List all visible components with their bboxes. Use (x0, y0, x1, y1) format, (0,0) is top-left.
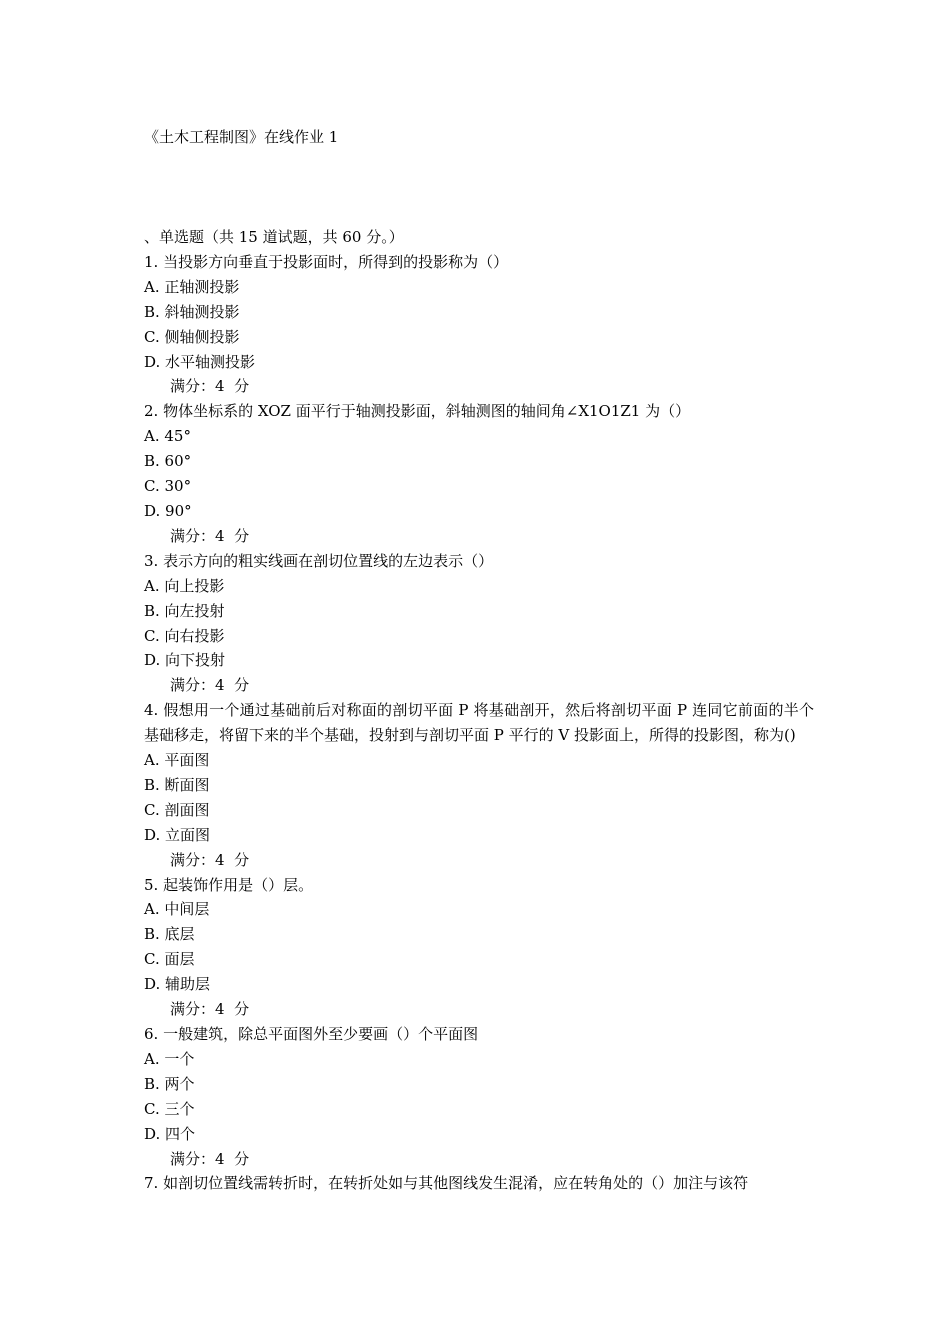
option-a: A. 中间层 (144, 900, 210, 919)
option-a: A. 45° (144, 427, 191, 446)
question-stem: 7. 如剖切位置线需转折时，在转折处如与其他图线发生混淆，应在转角处的（）加注与该符 (144, 1174, 749, 1193)
option-c: C. 面层 (144, 950, 195, 969)
question-stem: 1. 当投影方向垂直于投影面时，所得到的投影称为（） (144, 252, 509, 271)
question-6 (144, 1022, 814, 1171)
question-7 (144, 1171, 814, 1196)
question-1 (144, 250, 814, 399)
question-stem: 5. 起装饰作用是（）层。 (144, 875, 314, 894)
question-score: 满分：4 分 (170, 526, 250, 545)
question-score: 满分：4 分 (170, 850, 250, 869)
option-a: A. 正轴测投影 (144, 277, 240, 296)
option-a: A. 平面图 (144, 751, 210, 770)
option-d: D. 90° (144, 501, 192, 520)
question-5 (144, 873, 814, 1022)
section-header: 、单选题（共 15 道试题，共 60 分。） (144, 228, 404, 246)
option-c: C. 三个 (144, 1099, 195, 1118)
question-3 (144, 549, 814, 698)
question-stem: 3. 表示方向的粗实线画在剖切位置线的左边表示（） (144, 551, 494, 570)
document-body (144, 225, 814, 1196)
option-a: A. 一个 (144, 1049, 195, 1068)
option-c: C. 30° (144, 477, 192, 496)
option-c: C. 侧轴侧投影 (144, 327, 240, 346)
option-d: D. 辅助层 (144, 975, 211, 994)
question-2 (144, 399, 814, 548)
option-b: B. 两个 (144, 1074, 195, 1093)
option-b: B. 斜轴测投影 (144, 302, 240, 321)
option-c: C. 向右投影 (144, 626, 225, 645)
option-d: D. 四个 (144, 1124, 196, 1143)
option-b: B. 60° (144, 452, 192, 471)
question-stem: 6. 一般建筑，除总平面图外至少要画（）个平面图 (144, 1025, 479, 1043)
option-b: B. 断面图 (144, 775, 210, 794)
option-b: B. 向左投射 (144, 601, 225, 620)
question-score: 满分：4 分 (170, 1149, 250, 1168)
option-d: D. 立面图 (144, 825, 211, 844)
option-d: D. 向下投射 (144, 651, 226, 670)
option-b: B. 底层 (144, 925, 195, 944)
document-title: 《土木工程制图》在线作业 1 (144, 128, 339, 146)
question-stem: 2. 物体坐标系的 XOZ 面平行于轴测投影面，斜轴测图的轴间角∠X1O1Z1 为（） (144, 402, 691, 421)
option-a: A. 向上投影 (144, 576, 225, 595)
question-4 (144, 698, 814, 872)
question-stem: 4. 假想用一个通过基础前后对称面的剖切平面 P 将基础剖开，然后将剖切平面 P 连同它前面的半个基础移走，将留下来的半个基础，投射到与剖切平面 P 平行的 V 投影面上，所得的投影图，称为() (144, 701, 814, 745)
question-score: 满分：4 分 (170, 1000, 250, 1019)
question-score: 满分：4 分 (170, 676, 250, 695)
option-c: C. 剖面图 (144, 800, 210, 819)
option-d: D. 水平轴测投影 (144, 352, 256, 371)
question-score: 满分：4 分 (170, 377, 250, 396)
